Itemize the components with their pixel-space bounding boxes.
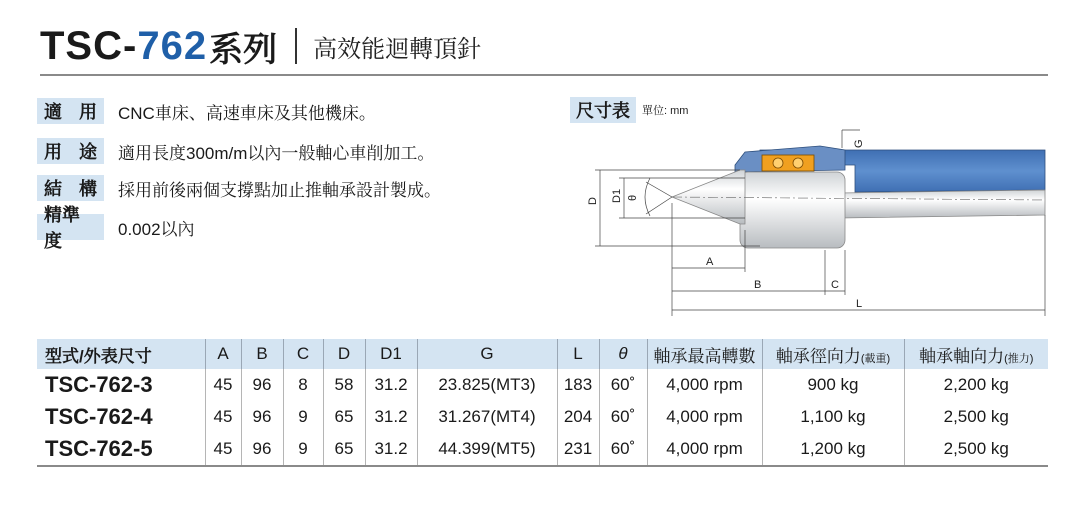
col-header-axial (904, 339, 1048, 369)
title-divider (295, 28, 297, 64)
col-header: L (557, 339, 599, 369)
cell: 1,200 kg (762, 433, 904, 466)
cell: 183 (557, 369, 599, 401)
spec-label-char: 結 (44, 179, 62, 199)
cell: 4,000 rpm (647, 433, 762, 466)
cell: 31.2 (365, 369, 417, 401)
title-number: 762 (137, 23, 208, 68)
cell: 4,000 rpm (647, 401, 762, 433)
col-header: D (323, 339, 365, 369)
label-c: C (831, 279, 839, 291)
col-header: B (241, 339, 283, 369)
live-center-diagram (585, 125, 1055, 320)
cell: 1,100 kg (762, 401, 904, 433)
bearing-ball (793, 158, 803, 168)
spec-label (37, 175, 104, 201)
spec-label: 精準度 (37, 214, 104, 240)
spec-label-char: 適 (44, 102, 62, 122)
cell: 8 (283, 369, 323, 401)
cell: 45 (205, 369, 241, 401)
title-prefix: TSC- (40, 23, 138, 68)
spec-row-application (37, 97, 557, 125)
cell: 900 kg (762, 369, 904, 401)
cell: 44.399(MT5) (417, 433, 557, 466)
spec-label-char: 用 (79, 102, 97, 122)
col-header: θ (599, 339, 647, 369)
center-body (740, 172, 845, 248)
cell: 96 (241, 433, 283, 466)
spec-value: 採用前後兩個支撐點加止推軸承設計製成。 (118, 180, 441, 200)
spec-label-char: 構 (79, 179, 97, 199)
spec-row-structure (37, 174, 557, 202)
spec-label (37, 138, 104, 164)
title-rule (40, 74, 1048, 76)
cell: 58 (323, 369, 365, 401)
dimension-unit: 單位: mm (642, 105, 689, 117)
col-header-sub: (推力) (1004, 352, 1034, 365)
cell: 45 (205, 433, 241, 466)
model-cell: TSC-762-5 (37, 433, 205, 466)
dimension-header (570, 97, 688, 123)
col-header: 型式/外表尺寸 (37, 339, 205, 369)
bearing (762, 155, 814, 171)
title-subtitle: 高效能迴轉頂針 (313, 35, 482, 63)
cell: 96 (241, 369, 283, 401)
spec-value: 0.002以內 (118, 219, 195, 239)
table-row (37, 401, 1048, 433)
cell: 65 (323, 401, 365, 433)
table-row (37, 433, 1048, 466)
label-g: G (853, 139, 865, 148)
cell: 9 (283, 433, 323, 466)
col-header: G (417, 339, 557, 369)
cell: 45 (205, 401, 241, 433)
spec-value: CNC車床、高速車床及其他機床。 (118, 103, 376, 123)
cell: 2,500 kg (904, 433, 1048, 466)
spec-label-char: 用 (44, 142, 62, 162)
col-header-text: 軸承徑向力 (775, 346, 861, 366)
model-cell: TSC-762-4 (45, 404, 153, 429)
spec-row-precision (37, 205, 557, 251)
dimension-title: 尺寸表 (570, 97, 636, 123)
col-header: C (283, 339, 323, 369)
label-theta: θ (627, 194, 639, 201)
table-row (37, 369, 1048, 401)
spec-value: 適用長度300m/m以內一般軸心車削加工。 (118, 143, 435, 163)
spec-row-usage (37, 137, 557, 165)
cell: 2,200 kg (904, 369, 1048, 401)
cell: 31.2 (365, 433, 417, 466)
cell: 60˚ (599, 369, 647, 401)
cell: 231 (557, 433, 599, 466)
spec-label-char: 途 (79, 142, 97, 162)
label-a: A (706, 256, 714, 268)
steel-shank (840, 190, 1045, 218)
cell: 23.825(MT3) (417, 369, 557, 401)
cell: 9 (283, 401, 323, 433)
cell: 31.267(MT4) (417, 401, 557, 433)
col-header-sub: (載重) (860, 352, 891, 365)
cell: 65 (323, 433, 365, 466)
cell: 60˚ (599, 433, 647, 466)
cell: 2,500 kg (904, 401, 1048, 433)
col-header: D1 (365, 339, 417, 369)
spec-label (37, 98, 104, 124)
bearing-ball (773, 158, 783, 168)
col-header: 軸承最高轉數 (647, 339, 762, 369)
label-d1: D1 (611, 188, 623, 203)
cell: 204 (557, 401, 599, 433)
page-title (40, 22, 481, 70)
label-d: D (587, 197, 599, 205)
table-header-row (37, 339, 1048, 369)
cell: 60˚ (599, 401, 647, 433)
label-l: L (856, 298, 863, 310)
model-cell: TSC-762-3 (45, 372, 153, 397)
col-header-text: 軸承軸向力 (919, 346, 1005, 366)
label-b: B (754, 279, 762, 291)
spec-table (37, 339, 1048, 467)
cell: 96 (241, 401, 283, 433)
title-series: 系列 (209, 30, 278, 69)
cell: 31.2 (365, 401, 417, 433)
cell: 4,000 rpm (647, 369, 762, 401)
col-header: A (205, 339, 241, 369)
col-header-radial (762, 339, 904, 369)
